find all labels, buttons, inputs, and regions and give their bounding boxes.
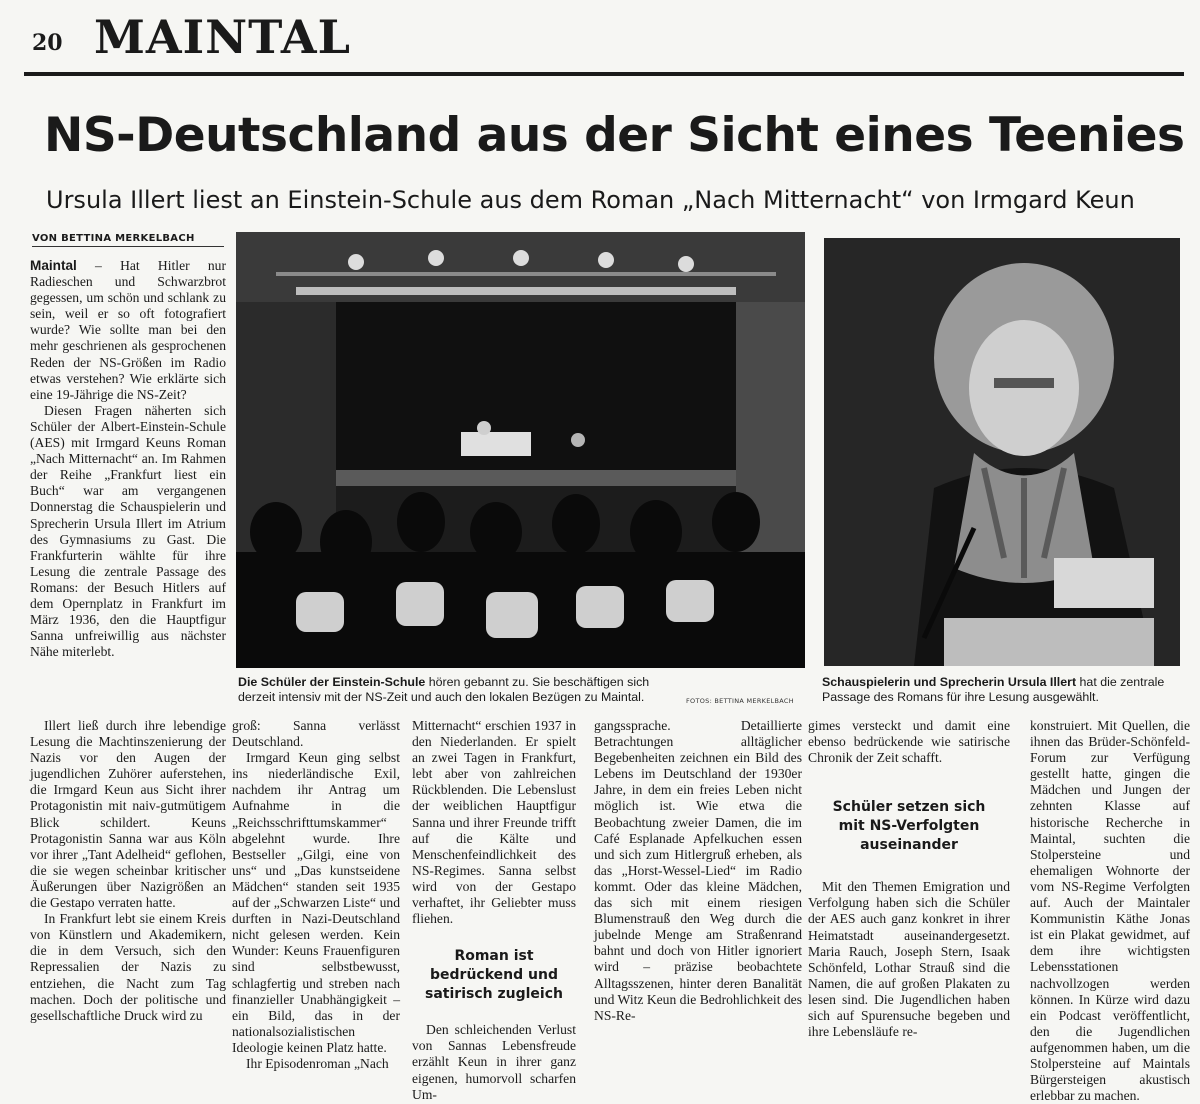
paragraph: Mitternacht“ erschien 1937 in den Niederlanden. Er spielt an zwei Tagen in Frankfurt, lebt aber von zahlreichen Rückblenden. Die Lebenslust der weiblichen Hauptfigur Sanna und ihrer Freunde trifft auf die Kälte und Menschenfeindlichkeit des NS-Regimes. Sanna selbst wird von der Gestapo verhaftet, ihr Geliebter muss fliehen. (412, 718, 576, 927)
paragraph: konstruiert. Mit Quellen, die ihnen das Brüder-Schönfeld-Forum zur Verfügung gestellt hatte, gingen die Mädchen und Jungen der zehnten Klasse auf historische Recherche in Maintal, suchten die Stolpersteine und ehemaligen Wohnorte der vom NS-Regime Verfolgten auf. Auch der Maintaler Kommunistin Käthe Jonas ist ein Plakat gewidmet, auf dem ihre wichtigsten Lebensstationen nachvollzogen werden können. In Kürze wird dazu ein Podcast veröffentlicht, den die Jugendlichen aufgenommen haben, um die Stolpersteine auf Maintals Bürgersteigen akustisch erlebbar zu machen. (1030, 718, 1190, 1104)
subheading-roman (412, 947, 576, 1004)
article-column-5 (808, 718, 1010, 1078)
caption-bold: Die Schüler der Einstein-Schule (238, 675, 426, 689)
paragraph: Mit den Themen Emigration und Verfolgung haben sich die Schüler der AES auch ganz konkret in ihrer Heimatstadt auseinandergesetzt. Maria Rauch, Joseph Stern, Isaak Schönfeld, Lothar Strauß sind die Namen, die auf großen Plakaten zu lesen sind. Die Jugendlichen haben sich auf Spurensuche begeben und ihre Lebensläufe re- (808, 879, 1010, 1040)
subheadline: Ursula Illert liest an Einstein-Schule aus dem Roman „Nach Mitternacht“ von Irmgard Keun (46, 186, 1135, 214)
photo-speaker-caption (822, 675, 1184, 705)
paragraph: Ihr Episodenroman „Nach (246, 1055, 389, 1071)
paragraph: Illert ließ durch ihre lebendige Lesung die Machtinszenierung der Nazis vor den Augen der jugendlichen Zuhörer auferstehen, die Irmgard Keun aus Sicht ihrer Protagonistin mit naiv-gutmütigem Blick schildert. Keuns Protagonistin Sanna war aus Köln vor ihrer „Tant Adelheid“ geflohen, die sie wegen scheinbar kritischer Äußerungen über Nazigrößen an die Gestapo verraten hatte. (30, 718, 226, 911)
byline: VON BETTINA MERKELBACH (32, 233, 195, 244)
auditorium-image (236, 232, 805, 668)
article-column-3 (412, 718, 576, 1102)
paragraph: gangssprache. Detaillierte Betrachtungen alltäglicher Begebenheiten zeichnen ein Bild des Lebens im Deutschland der 1930er Jahre, in dem ein freies Leben nicht möglich ist. Wie etwa die Beobachtung zweier Damen, die im Café Esplanade Apfelkuchen essen und sich zum Hitlergruß erheben, als das „Horst-Wessel-Lied“ im Radio kommt. Oder das kleine Mädchen, das sich mit einem riesigen Blumenstrauß den Weg durch die jubelnde Menge am Straßenrand bahnt und doch von Hitler ignoriert wird – präzise beobachtete Alltagsszenen, hinter deren Banalität und Witz Keun die Bedrohlichkeit des NS-Re- (594, 718, 802, 1023)
article-column-4 (594, 718, 802, 1078)
subheading-line: satirisch zugleich (425, 986, 563, 1003)
dateline: Maintal (30, 258, 77, 273)
paragraph: gimes versteckt und damit eine ebenso bedrückende wie satirische Chronik der Zeit schafft. (808, 718, 1010, 766)
article-column-1b (30, 718, 226, 1078)
paragraph (30, 258, 226, 403)
article-column-6 (1030, 718, 1190, 1104)
paragraph: Den schleichenden Verlust von Sannas Lebensfreude erzählt Keun in ihrer ganz eigenen, humorvoll scharfen Um- (412, 1022, 576, 1102)
photo-auditorium (236, 232, 805, 668)
caption2-text: hat die zentrale Passage des Romans für ihre Lesung ausgewählt. (822, 675, 1165, 704)
photo-speaker (824, 238, 1180, 666)
article-column-2 (232, 718, 400, 1078)
header-rule (24, 72, 1184, 76)
caption-text: hören gebannt zu. Sie beschäftigen sich derzeit intensiv mit der NS-Zeit und auch den lokalen Bezügen zu Maintal. (238, 675, 650, 704)
paragraph: Diesen Fragen näherten sich Schüler der Albert-Einstein-Schule (AES) mit Irmgard Keuns Roman „Nach Mitternacht“ an. Im Rahmen der Reihe „Frankfurt liest ein Buch“ war am vergangenen Donnerstag die Schauspielerin und Sprecherin Ursula Illert im Atrium des Gymnasiums zu Gast. Die Frankfurterin wählte für ihre Lesung die zentrale Passage des Romans: der Besuch Hitlers auf dem Opernplatz in Frankfurt im März 1936, den die Hauptfigur Sanna unfreiwillig aus nächster Nähe miterlebt. (30, 402, 226, 660)
article-column-1 (30, 258, 226, 714)
subheading-line: bedrückend und (430, 967, 558, 984)
subheading-schueler (808, 798, 1010, 855)
paragraph: In Frankfurt lebt sie einem Kreis von Künstlern und Akademikern, die in dem Versuch, sich den Repressalien der Nazis zu entziehen, die Nacht zum Tag machen. Doch der politische und gesellschaftliche Druck wird zu (30, 911, 226, 1023)
byline-rule (32, 246, 224, 247)
speaker-image (824, 238, 1180, 666)
paragraph: groß: Sanna verlässt Deutschland. (232, 718, 400, 750)
photo-auditorium-caption (238, 675, 678, 705)
paragraph-text: – Hat Hitler nur Radieschen und Schwarzbrot gegessen, um schön und schlank zu sein, weil er so oft fotografiert wurde? Wie sollte man bei den mehr geschrienen als gesprochenen Reden der NS-Größen im Radio etwas verstehen? Wie erklärte sich eine 19-Jährige die NS-Zeit? (30, 258, 226, 402)
subheading-line: auseinander (860, 837, 958, 854)
subheading-line: mit NS-Verfolgten (838, 818, 980, 835)
subheading-line: Schüler setzen sich (832, 799, 986, 816)
paragraph: Irmgard Keun ging selbst ins niederländische Exil, nachdem ihr Antrag um Aufnahme in die „Reichsschrifttumskammer“ abgelehnt wurde. Ihre Bestseller „Gilgi, eine von uns“ und „Das kunstseidene Mädchen“ standen seit 1935 auf der „Schwarzen Liste“ und durften in Nazi-Deutschland nicht gelesen werden. Kein Wunder: Keuns Frauenfiguren sind selbstbewusst, schlagfertig und streben nach finanzieller Unabhängigkeit – ein Bild, das in der nationalsozialistischen Ideologie keinen Platz hatte. (232, 750, 400, 1055)
caption2-bold: Schauspielerin und Sprecherin Ursula Illert (822, 675, 1077, 689)
subheading-line: Roman ist (454, 948, 534, 965)
page-number: 20 (32, 30, 63, 56)
section-title: MAINTAL (94, 10, 351, 64)
headline: NS-Deutschland aus der Sicht eines Teenies (44, 108, 1185, 163)
photo-credit: FOTOS: BETTINA MERKELBACH (686, 697, 794, 705)
